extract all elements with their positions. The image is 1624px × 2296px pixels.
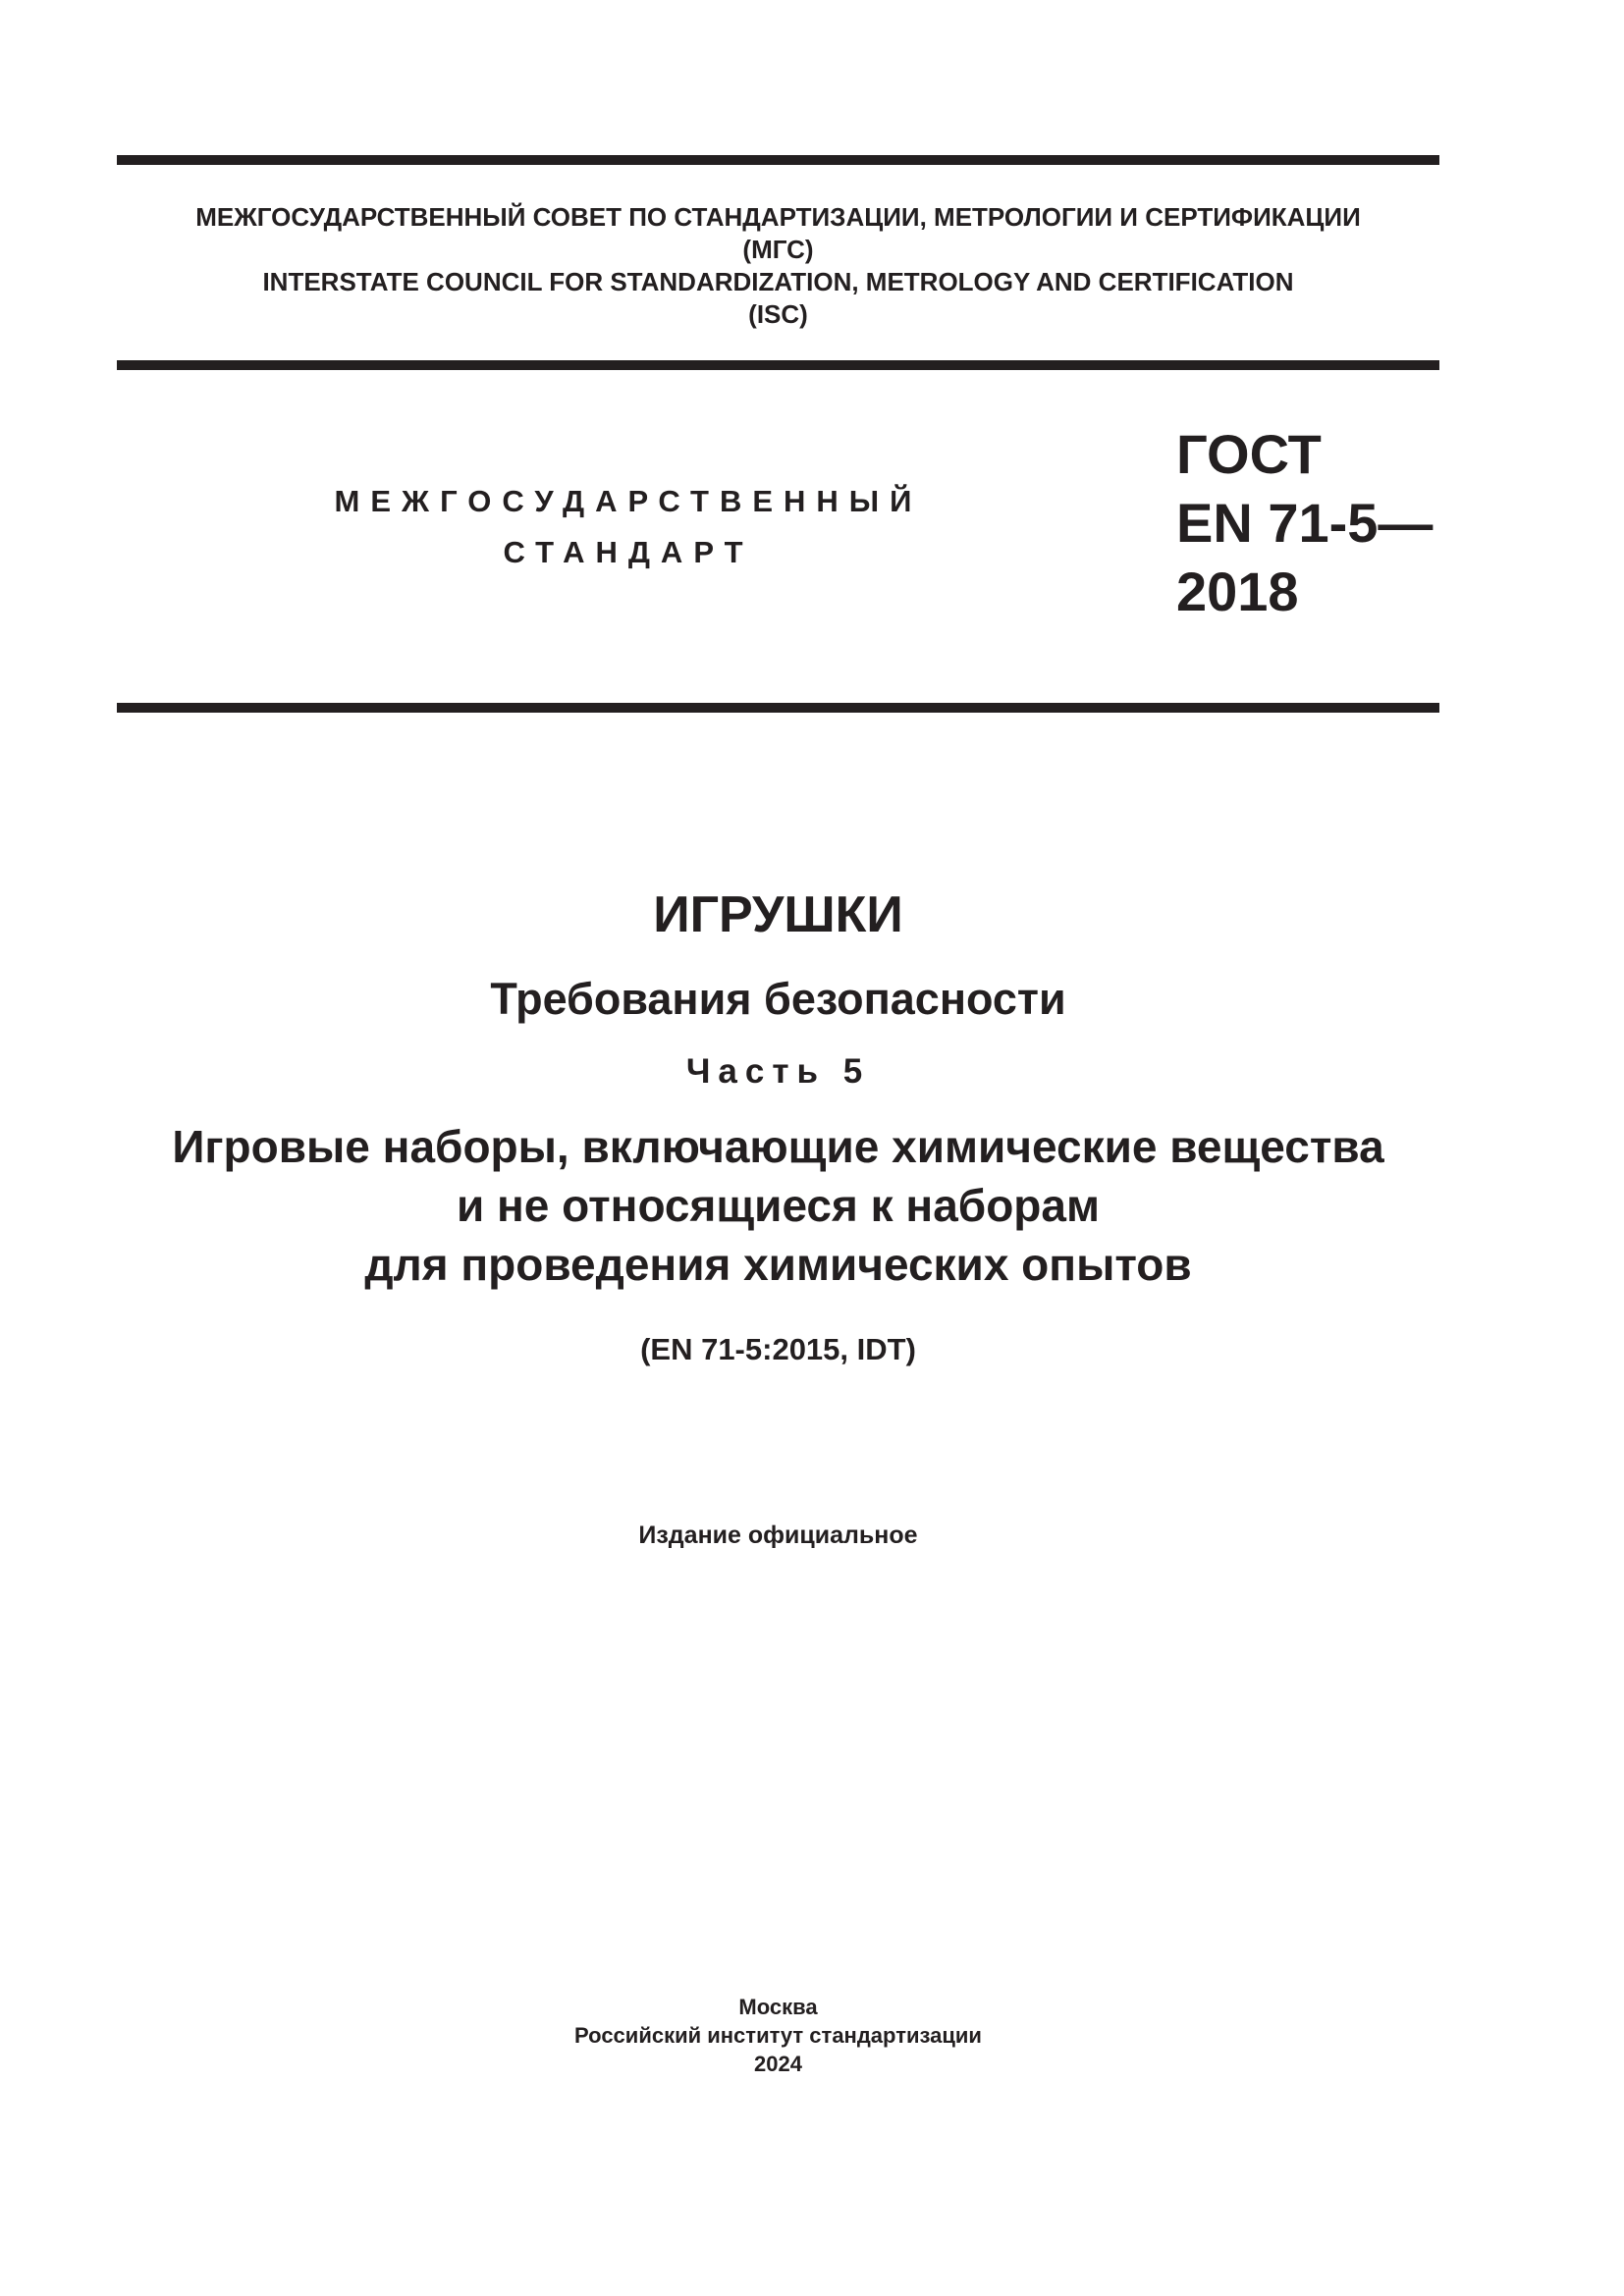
imprint-year: 2024	[754, 2052, 802, 2076]
standard-type-line1: МЕЖГОСУДАРСТВЕННЫЙ	[334, 484, 923, 518]
council-name-en: INTERSTATE COUNCIL FOR STANDARDIZATION, METROLOGY AND CERTIFICATION	[262, 267, 1294, 296]
document-title: ИГРУШКИ	[653, 886, 903, 943]
top-rule	[117, 155, 1439, 165]
imprint-publisher: Российский институт стандартизации	[574, 2023, 982, 2048]
designation-line1: ГОСТ	[1176, 423, 1322, 485]
council-abbr-ru: (МГС)	[742, 235, 814, 264]
header-divider	[117, 360, 1439, 370]
document-reference: (EN 71-5:2015, IDT)	[640, 1332, 916, 1366]
council-name-ru: МЕЖГОСУДАРСТВЕННЫЙ СОВЕТ ПО СТАНДАРТИЗАЦИИ, МЕТРОЛОГИИ И СЕРТИФИКАЦИИ	[195, 202, 1361, 232]
council-abbr-en: (ISC)	[748, 299, 808, 329]
description-line: Игровые наборы, включающие химические вещества	[172, 1121, 1384, 1172]
designation-line2: EN 71-5—	[1176, 492, 1434, 554]
council-header	[117, 201, 1439, 331]
title-divider	[117, 703, 1439, 713]
document-subtitle: Требования безопасности	[490, 974, 1066, 1024]
description-line: для проведения химических опытов	[364, 1239, 1192, 1290]
document-description	[98, 1117, 1458, 1294]
imprint-city: Москва	[738, 1995, 818, 2019]
description-line: и не относящиеся к наборам	[456, 1180, 1101, 1231]
standard-designation	[1176, 420, 1433, 626]
imprint	[98, 1993, 1458, 2078]
document-part: Часть 5	[685, 1052, 871, 1091]
standard-type	[314, 476, 943, 578]
designation-line3: 2018	[1176, 561, 1299, 622]
edition-note: Издание официальное	[638, 1522, 918, 1549]
standard-type-line2: СТАНДАРТ	[503, 535, 754, 569]
